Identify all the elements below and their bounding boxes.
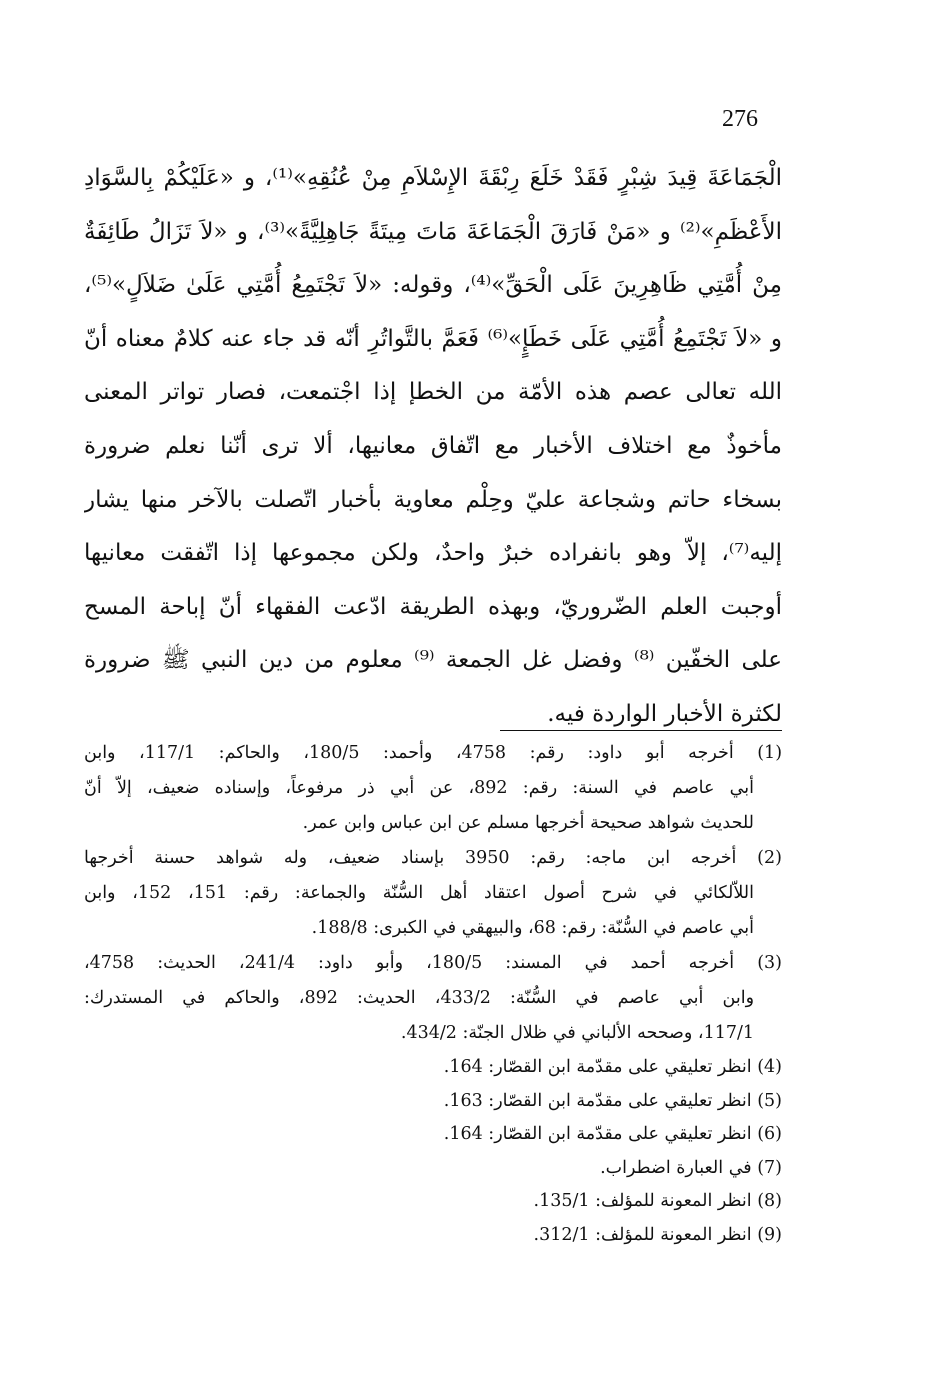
text-line: بسخاء حاتم وشجاعة عليّ وحِلْم معاوية بأخبار اتّصلت بالآخر منها يشار — [84, 486, 782, 513]
footnote-2 — [84, 841, 782, 946]
footnote-4: (4) انظر تعليقي على مقدّمة ابن القصّار: 164. — [443, 1057, 782, 1077]
text-line: الْجَمَاعَةَ قِيدَ شِبْرٍ فَقَدْ خَلَعَ رِبْقَةَ الإِسْلاَمِ مِنْ عُنُقِهِ»⁽¹⁾، و «عَلَيْكُمْ بِالسَّوَادِ — [84, 165, 782, 191]
footnote-line: أبي عاصم في السنة: رقم: 892، عن أبي ذر مرفوعاً، وإسناده ضعيف، إلاّ أنّ — [84, 778, 754, 798]
text-line: إليه⁽⁷⁾، إلاّ وهو بانفراده خبرٌ واحدٌ، ولكن مجموعها إذا اتّفقت معانيها — [84, 540, 782, 567]
text-line: مِنْ أُمَّتِي ظَاهِرِينَ عَلَى الْحَقِّ»⁽⁴⁾، وقوله: «لاَ تَجْتَمِعُ أُمَّتِي عَلَىٰ ضَلاَلٍ»⁽⁵⁾، — [84, 272, 782, 299]
footnote-8: (8) انظر المعونة للمؤلف: 135/1. — [533, 1191, 782, 1211]
footnote-line: وابن أبي عاصم في السُّنّة: 433/2، الحديث: 892، والحاكم في المستدرك: — [84, 988, 755, 1008]
text-line: الأَعْظَمِ»⁽²⁾ و «مَنْ فَارَقَ الْجَمَاعَةَ مَاتَ مِيتَةً جَاهِلِيَّةً»⁽³⁾، و «لاَ تَزَالُ طَائِفَةٌ — [84, 218, 782, 245]
text-line: على الخفّين ⁽⁸⁾ وفضل غل الجمعة ⁽⁹⁾ معلوم من دين النبي ﷺ ضرورة — [84, 647, 782, 674]
page-number: 276 — [722, 106, 758, 132]
footnote-divider — [500, 730, 782, 731]
footnote-line: اللاّلكائي في شرح أصول اعتقاد أهل السُّنّة والجماعة: رقم: 151، 152، وابن — [84, 883, 755, 903]
footnotes — [84, 736, 782, 1252]
footnote-line: (1) أخرجه أبو داود: رقم: 4758، وأحمد: 180/5، والحاكم: 117/1، وابن — [84, 743, 782, 763]
footnote-line: (2) أخرجه ابن ماجه: رقم: 3950 بإسناد ضعيف، وله شواهد حسنة أخرجها — [84, 848, 782, 868]
footnote-5: (5) انظر تعليقي على مقدّمة ابن القصّار: 163. — [443, 1090, 782, 1111]
text-line: أوجبت العلم الضّروريّ، وبهذه الطريقة ادّعت الفقهاء أنّ إباحة المسح — [84, 593, 782, 620]
footnote-1 — [84, 736, 782, 841]
text-line: لكثرة الأخبار الواردة فيه. — [547, 700, 782, 727]
footnote-line: (3) أخرجه أحمد في المسند: 180/5، وأبو داود: 241/4، الحديث: 4758، — [84, 953, 782, 973]
text-line: و «لاَ تَجْتَمِعُ أُمَّتِي عَلَى خَطَإٍ»⁽⁶⁾ فَعَمَّ بالتَّواتُرِ أنّه قد جاء عنه كلامٌ معناه أنّ — [84, 325, 782, 352]
main-text — [84, 152, 782, 742]
text-line: الله تعالى عصم هذه الأمّة من الخطإ إذا اجْتمعت، فصار تواتر المعنى — [84, 379, 782, 406]
footnotes-short — [84, 1051, 782, 1252]
footnote-6: (6) انظر تعليقي على مقدّمة ابن القصّار: 164. — [443, 1124, 782, 1144]
footnote-line: للحديث شواهد صحيحة أخرجها مسلم عن ابن عباس وابن عمر. — [302, 813, 754, 833]
footnote-line: أبي عاصم في السُّنّة: رقم: 68، والبيهقي في الكبرى: 188/8. — [311, 918, 754, 938]
footnote-7: (7) في العبارة اضطراب. — [600, 1157, 782, 1178]
footnote-line: 117/1، وصححه الألباني في ظلال الجنّة: 434/2. — [400, 1023, 754, 1043]
footnote-3 — [84, 946, 782, 1051]
text-line: مأخوذٌ مع اختلاف الأخبار مع اتّفاق معانيها، ألا ترى أنّنا نعلم ضرورة — [84, 432, 782, 459]
footnote-9: (9) انظر المعونة للمؤلف: 312/1. — [533, 1224, 782, 1245]
